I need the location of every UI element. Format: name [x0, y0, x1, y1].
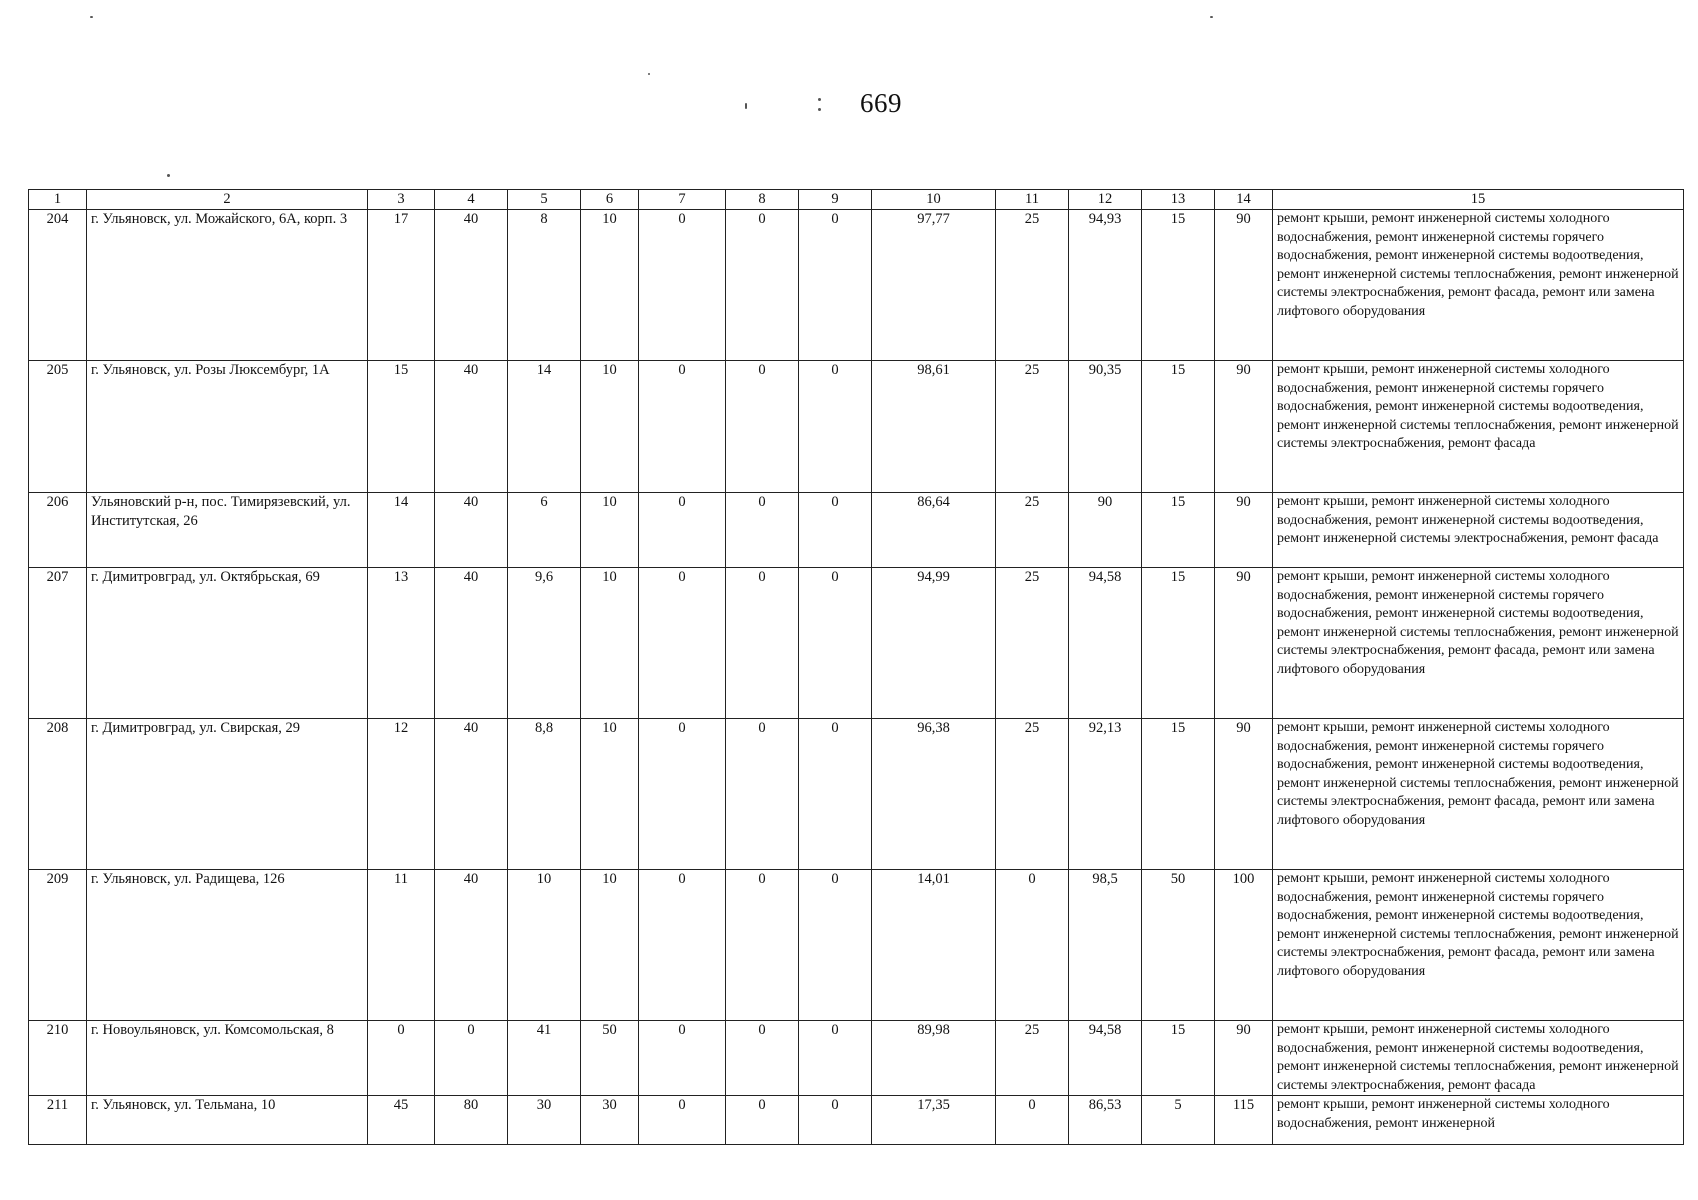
repair-works-cell: ремонт крыши, ремонт инженерной системы холодного водоснабжения, ремонт инженерной [1273, 1096, 1684, 1145]
value-cell: 0 [799, 1021, 872, 1096]
value-cell: 0 [726, 870, 799, 1021]
table-row [29, 1021, 1684, 1096]
value-cell: 0 [996, 870, 1069, 1021]
column-header: 5 [508, 190, 581, 210]
value-cell: 15 [1142, 568, 1215, 719]
column-header: 15 [1273, 190, 1684, 210]
column-header: 3 [368, 190, 435, 210]
value-cell: 40 [435, 568, 508, 719]
value-cell: 25 [996, 719, 1069, 870]
scan-speck [1210, 16, 1213, 18]
table-row [29, 361, 1684, 493]
value-cell: 8,8 [508, 719, 581, 870]
value-cell: 0 [799, 1096, 872, 1145]
value-cell: 25 [996, 568, 1069, 719]
value-cell: 25 [996, 493, 1069, 568]
value-cell: 14 [368, 493, 435, 568]
value-cell: 10 [581, 361, 639, 493]
row-number: 209 [29, 870, 87, 1021]
address-cell: Ульяновский р-н, пос. Тимирязевский, ул. Институтская, 26 [87, 493, 368, 568]
value-cell: 50 [1142, 870, 1215, 1021]
value-cell: 0 [639, 1096, 726, 1145]
page-number: 669 [860, 88, 902, 118]
value-cell: 94,58 [1069, 568, 1142, 719]
value-cell: 100 [1215, 870, 1273, 1021]
column-header: 6 [581, 190, 639, 210]
value-cell: 0 [639, 870, 726, 1021]
scan-speck [648, 73, 650, 75]
value-cell: 90 [1215, 568, 1273, 719]
value-cell: 0 [639, 568, 726, 719]
value-cell: 0 [799, 719, 872, 870]
value-cell: 0 [799, 210, 872, 361]
value-cell: 25 [996, 1021, 1069, 1096]
value-cell: 94,58 [1069, 1021, 1142, 1096]
address-cell: г. Ульяновск, ул. Тельмана, 10 [87, 1096, 368, 1145]
scan-speck [167, 174, 170, 177]
value-cell: 94,99 [872, 568, 996, 719]
value-cell: 92,13 [1069, 719, 1142, 870]
value-cell: 40 [435, 361, 508, 493]
column-number-row [29, 190, 1684, 210]
address-cell: г. Ульяновск, ул. Можайского, 6А, корп. 3 [87, 210, 368, 361]
value-cell: 6 [508, 493, 581, 568]
column-header: 2 [87, 190, 368, 210]
value-cell: 86,64 [872, 493, 996, 568]
value-cell: 0 [799, 870, 872, 1021]
value-cell: 90 [1215, 493, 1273, 568]
value-cell: 15 [1142, 361, 1215, 493]
value-cell: 5 [1142, 1096, 1215, 1145]
value-cell: 86,53 [1069, 1096, 1142, 1145]
value-cell: 45 [368, 1096, 435, 1145]
table-row [29, 719, 1684, 870]
table-row [29, 568, 1684, 719]
table-row [29, 210, 1684, 361]
value-cell: 15 [1142, 210, 1215, 361]
value-cell: 8 [508, 210, 581, 361]
repair-works-cell: ремонт крыши, ремонт инженерной системы холодного водоснабжения, ремонт инженерной системы горячего водоснабжения, ремонт инженерной системы водоотведения, ремонт инженерной системы теплоснабжения, ремонт инженерной системы электроснабжения, ремонт фасада, ремонт или замена лифтового оборудования [1273, 210, 1684, 361]
scan-speck [90, 16, 93, 18]
value-cell: 0 [726, 568, 799, 719]
value-cell: 97,77 [872, 210, 996, 361]
value-cell: 10 [581, 568, 639, 719]
address-cell: г. Ульяновск, ул. Розы Люксембург, 1А [87, 361, 368, 493]
scan-speck [745, 103, 747, 109]
value-cell: 90,35 [1069, 361, 1142, 493]
row-number: 210 [29, 1021, 87, 1096]
scan-speck [818, 98, 821, 101]
value-cell: 0 [726, 719, 799, 870]
value-cell: 0 [368, 1021, 435, 1096]
value-cell: 40 [435, 493, 508, 568]
value-cell: 12 [368, 719, 435, 870]
row-number: 205 [29, 361, 87, 493]
value-cell: 90 [1215, 1021, 1273, 1096]
column-header: 9 [799, 190, 872, 210]
row-number: 207 [29, 568, 87, 719]
row-number: 206 [29, 493, 87, 568]
value-cell: 50 [581, 1021, 639, 1096]
value-cell: 41 [508, 1021, 581, 1096]
scan-speck [818, 108, 821, 111]
column-header: 10 [872, 190, 996, 210]
value-cell: 0 [639, 493, 726, 568]
value-cell: 10 [581, 719, 639, 870]
value-cell: 17,35 [872, 1096, 996, 1145]
value-cell: 115 [1215, 1096, 1273, 1145]
value-cell: 30 [508, 1096, 581, 1145]
value-cell: 25 [996, 210, 1069, 361]
value-cell: 0 [435, 1021, 508, 1096]
value-cell: 30 [581, 1096, 639, 1145]
value-cell: 0 [639, 361, 726, 493]
value-cell: 11 [368, 870, 435, 1021]
column-header: 12 [1069, 190, 1142, 210]
value-cell: 90 [1215, 210, 1273, 361]
value-cell: 0 [799, 568, 872, 719]
row-number: 204 [29, 210, 87, 361]
value-cell: 0 [726, 361, 799, 493]
value-cell: 0 [639, 1021, 726, 1096]
value-cell: 14 [508, 361, 581, 493]
row-number: 211 [29, 1096, 87, 1145]
value-cell: 89,98 [872, 1021, 996, 1096]
row-number: 208 [29, 719, 87, 870]
value-cell: 98,61 [872, 361, 996, 493]
value-cell: 0 [726, 1096, 799, 1145]
value-cell: 25 [996, 361, 1069, 493]
value-cell: 10 [581, 493, 639, 568]
column-header: 7 [639, 190, 726, 210]
value-cell: 10 [581, 210, 639, 361]
value-cell: 40 [435, 870, 508, 1021]
value-cell: 40 [435, 719, 508, 870]
value-cell: 15 [1142, 1021, 1215, 1096]
value-cell: 90 [1069, 493, 1142, 568]
value-cell: 80 [435, 1096, 508, 1145]
column-header: 14 [1215, 190, 1273, 210]
value-cell: 96,38 [872, 719, 996, 870]
value-cell: 0 [799, 493, 872, 568]
repair-works-cell: ремонт крыши, ремонт инженерной системы холодного водоснабжения, ремонт инженерной системы водоотведения, ремонт инженерной системы теплоснабжения, ремонт инженерной системы электроснабжения, ремонт фасада [1273, 1021, 1684, 1096]
value-cell: 10 [508, 870, 581, 1021]
address-cell: г. Димитровград, ул. Свирская, 29 [87, 719, 368, 870]
table-row [29, 493, 1684, 568]
value-cell: 0 [726, 493, 799, 568]
address-cell: г. Новоульяновск, ул. Комсомольская, 8 [87, 1021, 368, 1096]
value-cell: 15 [1142, 493, 1215, 568]
value-cell: 9,6 [508, 568, 581, 719]
repair-works-cell: ремонт крыши, ремонт инженерной системы холодного водоснабжения, ремонт инженерной системы горячего водоснабжения, ремонт инженерной системы водоотведения, ремонт инженерной системы теплоснабжения, ремонт инженерной системы электроснабжения, ремонт фасада, ремонт или замена лифтового оборудования [1273, 719, 1684, 870]
value-cell: 15 [368, 361, 435, 493]
address-cell: г. Димитровград, ул. Октябрьская, 69 [87, 568, 368, 719]
value-cell: 0 [996, 1096, 1069, 1145]
value-cell: 90 [1215, 719, 1273, 870]
value-cell: 94,93 [1069, 210, 1142, 361]
column-header: 13 [1142, 190, 1215, 210]
value-cell: 0 [799, 361, 872, 493]
repair-works-cell: ремонт крыши, ремонт инженерной системы холодного водоснабжения, ремонт инженерной системы горячего водоснабжения, ремонт инженерной системы водоотведения, ремонт инженерной системы теплоснабжения, ремонт инженерной системы электроснабжения, ремонт фасада, ремонт или замена лифтового оборудования [1273, 568, 1684, 719]
value-cell: 0 [726, 210, 799, 361]
repair-works-cell: ремонт крыши, ремонт инженерной системы холодного водоснабжения, ремонт инженерной системы горячего водоснабжения, ремонт инженерной системы водоотведения, ремонт инженерной системы теплоснабжения, ремонт инженерной системы электроснабжения, ремонт фасада [1273, 361, 1684, 493]
value-cell: 90 [1215, 361, 1273, 493]
column-header: 4 [435, 190, 508, 210]
value-cell: 15 [1142, 719, 1215, 870]
value-cell: 10 [581, 870, 639, 1021]
value-cell: 0 [639, 210, 726, 361]
address-cell: г. Ульяновск, ул. Радищева, 126 [87, 870, 368, 1021]
value-cell: 98,5 [1069, 870, 1142, 1021]
value-cell: 14,01 [872, 870, 996, 1021]
repair-works-cell: ремонт крыши, ремонт инженерной системы холодного водоснабжения, ремонт инженерной системы горячего водоснабжения, ремонт инженерной системы водоотведения, ремонт инженерной системы теплоснабжения, ремонт инженерной системы электроснабжения, ремонт фасада, ремонт или замена лифтового оборудования [1273, 870, 1684, 1021]
repair-register-table [28, 189, 1684, 1145]
value-cell: 0 [639, 719, 726, 870]
column-header: 11 [996, 190, 1069, 210]
value-cell: 13 [368, 568, 435, 719]
value-cell: 0 [726, 1021, 799, 1096]
value-cell: 17 [368, 210, 435, 361]
column-header: 1 [29, 190, 87, 210]
table-row [29, 1096, 1684, 1145]
value-cell: 40 [435, 210, 508, 361]
table-row [29, 870, 1684, 1021]
column-header: 8 [726, 190, 799, 210]
repair-works-cell: ремонт крыши, ремонт инженерной системы холодного водоснабжения, ремонт инженерной системы водоотведения, ремонт инженерной системы электроснабжения, ремонт фасада [1273, 493, 1684, 568]
